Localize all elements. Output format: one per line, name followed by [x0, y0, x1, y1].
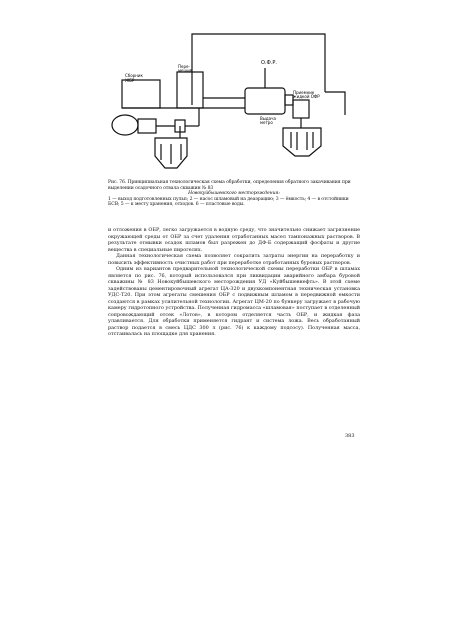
svg-text:мешив.: мешив. [178, 68, 194, 73]
process-flow-diagram [95, 20, 365, 185]
middle-tank-box [177, 72, 203, 108]
label-ofr: О.Ф.Р. [261, 60, 278, 66]
label-right-box: Приемник [293, 90, 315, 95]
page-number: 383 [345, 433, 355, 439]
left-pump [112, 115, 138, 135]
svg-text:ЖБР: ЖБР [125, 78, 135, 83]
svg-text:метро: метро [260, 120, 273, 125]
svg-text:жидкой ОФР: жидкой ОФР [293, 94, 320, 99]
label-middle-box: Пере- [178, 64, 190, 69]
right-pipe [325, 92, 345, 115]
left-storage-box [122, 80, 160, 108]
paragraph: Одним из вариантов предварительной технологической схемы переработки ОБР в шламах является по рис. 76, который использовался при ликвидации аварийного амбара буровой скважины № 83 Новокуйбышевского месторождения УД «Куйбышевнефть». В этой схеме задействованы цементировочный агрегат ЦА-320 и двухкомпонентная техническая установка УДС-Т20. При этом агрегаты смешения ОБР с подвижным шламом в передвижной емкости создаются в рамках усилительной технологии. Агрегат ЦМ-20 по бункеру загружает в рабочую камеру гидротопного устройства. Полученная гидромасса «шламовая» поступает в отделенный сопровождающий отсек «Лотов», в котором отделяется часть ОБР, и жидкая фаза улавливается. Для обработки применяется гидрант и система ложа. Весь обработанный раствор подается в смесь ЦДС 300 л (рис. 76) к каждому подсосу). Полученная масса, отстаивалась на площадке для хранения. [108, 266, 360, 337]
paragraph: и отложения в ОБР, легко загружается в водную среду, что значительно снижает загрязнение окружающей среды от ОБР за счет удаления отработанных масел тампонажных растворов. В результате отмывки осадок шламов был разрежен до ДФ-Б содержащий фосфаты и другие вещества в специальные пирогелях. [108, 227, 360, 253]
body-text [108, 227, 360, 338]
figure-title: Рис. 76. Принципиальная технологическая схема обработки, определения обратного закачивания при выделении осадочного отвала скважин № 83 [108, 180, 351, 191]
right-hopper [283, 128, 321, 156]
paragraph: Данная технологическая схема позволяет сократить затраты энергии на переработку и повысить эффективность очистных работ при переработке отработанных буровых растворов. [108, 253, 360, 266]
right-vessel [245, 88, 285, 114]
legend-line: 1 — выход подготовленных пульп; 2 — насос шламовый на деаэрацию; 3 — ёмкость; 4 — в отстойники БСВ; 5 — к месту хранения, отходов. 6 — пластовые воды. [108, 196, 349, 208]
label-left-box: Сборник [125, 73, 143, 78]
legend-title: Новокуйбышевского месторождения: [188, 191, 280, 197]
receiver-box [293, 100, 309, 118]
figure-caption [108, 180, 360, 208]
label-bottom: Выдача [260, 116, 276, 121]
